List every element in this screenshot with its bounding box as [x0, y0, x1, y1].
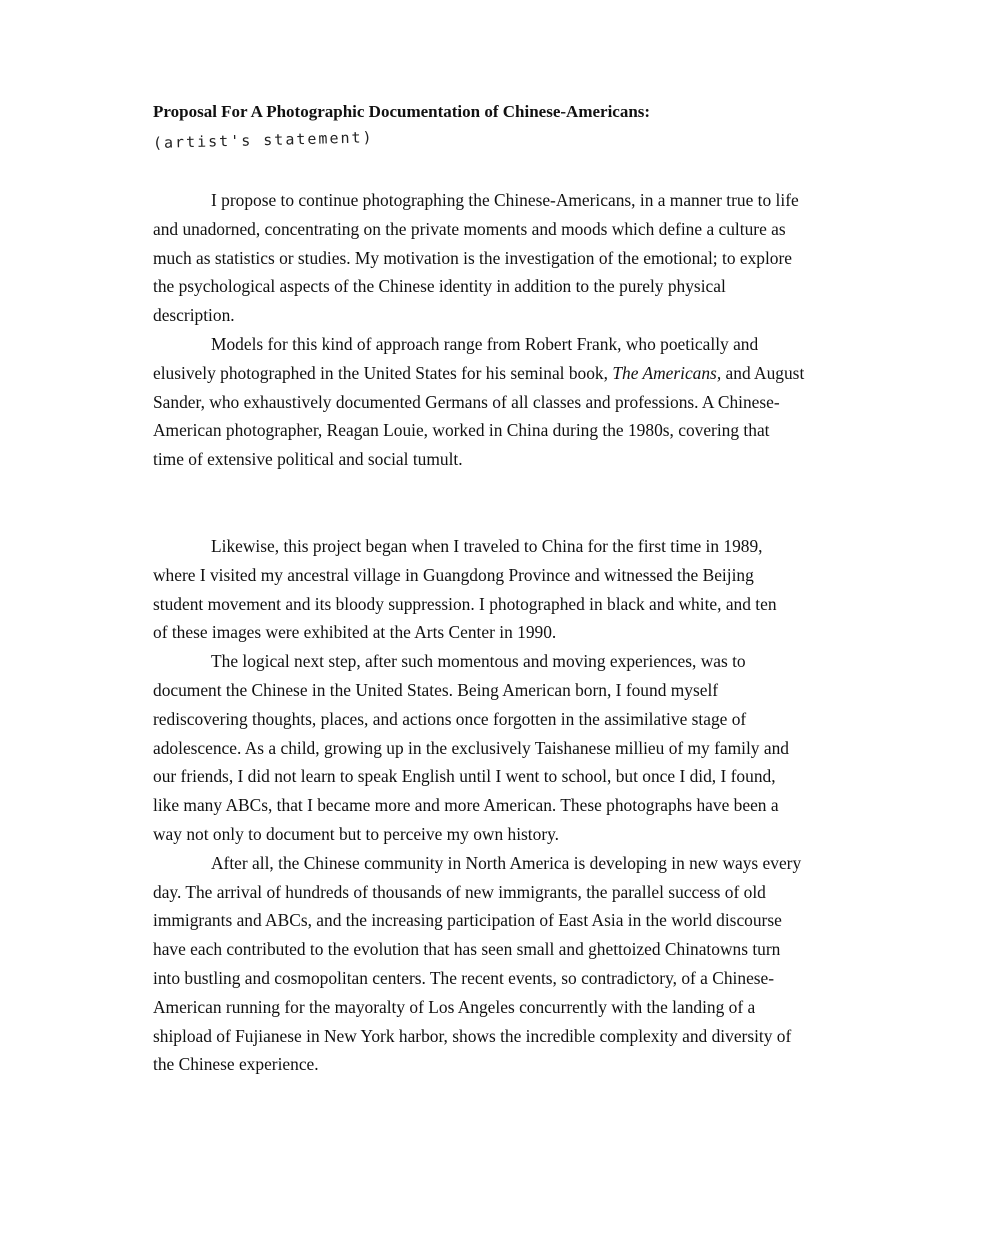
- text-block-upper: [153, 186, 853, 474]
- text-line: student movement and its bloody suppression. I photographed in black and white, and ten: [153, 593, 777, 614]
- text-line: [153, 359, 853, 388]
- text-line: where I visited my ancestral village in Guangdong Province and witnessed the Beijing: [153, 564, 754, 585]
- text-line: Likewise, this project began when I traveled to China for the first time in 1989,: [211, 536, 763, 556]
- paragraph-5: [153, 849, 853, 1079]
- text-line: way not only to document but to perceive my own history.: [153, 823, 560, 844]
- text-line: time of extensive political and social tumult.: [153, 449, 463, 470]
- text-block-lower: [153, 532, 853, 1079]
- book-title: The Americans,: [612, 362, 722, 383]
- text-line: Sander, who exhaustively documented Germans of all classes and professions. A Chinese-: [153, 391, 780, 412]
- text-line: much as statistics or studies. My motivation is the investigation of the emotional; to explore: [153, 247, 793, 268]
- text-line: The logical next step, after such momentous and moving experiences, was to: [211, 651, 746, 672]
- text-segment: and August: [721, 362, 805, 383]
- text-line: American photographer, Reagan Louie, worked in China during the 1980s, covering that: [153, 420, 770, 441]
- text-line: description.: [153, 305, 235, 326]
- text-line: like many ABCs, that I became more and more American. These photographs have been a: [153, 795, 779, 816]
- text-line: rediscovering thoughts, places, and actions once forgotten in the assimilative stage of: [153, 708, 747, 729]
- text-line: our friends, I did not learn to speak English until I went to school, but once I did, I found,: [153, 766, 776, 787]
- text-line: immigrants and ABCs, and the increasing participation of East Asia in the world discourse: [153, 910, 782, 931]
- text-segment: elusively photographed in the United States for his seminal book,: [153, 362, 613, 383]
- text-line: of these images were exhibited at the Arts Center in 1990.: [153, 622, 557, 643]
- paragraph-2: [153, 330, 853, 474]
- text-line: day. The arrival of hundreds of thousands of new immigrants, the parallel success of old: [153, 881, 766, 902]
- paragraph-1: [153, 186, 853, 330]
- text-line: document the Chinese in the United States. Being American born, I found myself: [153, 679, 719, 700]
- text-line: After all, the Chinese community in North America is developing in new ways every: [211, 852, 802, 873]
- document-title: Proposal For A Photographic Documentation of Chinese-Americans:: [153, 102, 651, 121]
- text-line: American running for the mayoralty of Los Angeles concurrently with the landing of a: [153, 996, 756, 1017]
- text-line: have each contributed to the evolution that has seen small and ghettoized Chinatowns turn: [153, 939, 781, 960]
- text-line: adolescence. As a child, growing up in the exclusively Taishanese millieu of my family and: [153, 737, 789, 758]
- text-line: into bustling and cosmopolitan centers. The recent events, so contradictory, of a Chinese-: [153, 967, 775, 988]
- text-line: Models for this kind of approach range from Robert Frank, who poetically and: [211, 333, 759, 354]
- text-line: I propose to continue photographing the Chinese-Americans, in a manner true to life: [211, 190, 799, 210]
- text-line: shipload of Fujianese in New York harbor, shows the incredible complexity and diversity of: [153, 1025, 792, 1046]
- paragraph-4: [153, 647, 853, 849]
- text-line: the Chinese experience.: [153, 1054, 319, 1075]
- text-line: and unadorned, concentrating on the private moments and moods which define a culture as: [153, 218, 786, 239]
- paragraph-3: [153, 532, 853, 647]
- handwritten-note: (artist's statement): [152, 128, 374, 152]
- text-line: the psychological aspects of the Chinese identity in addition to the purely physical: [153, 276, 726, 297]
